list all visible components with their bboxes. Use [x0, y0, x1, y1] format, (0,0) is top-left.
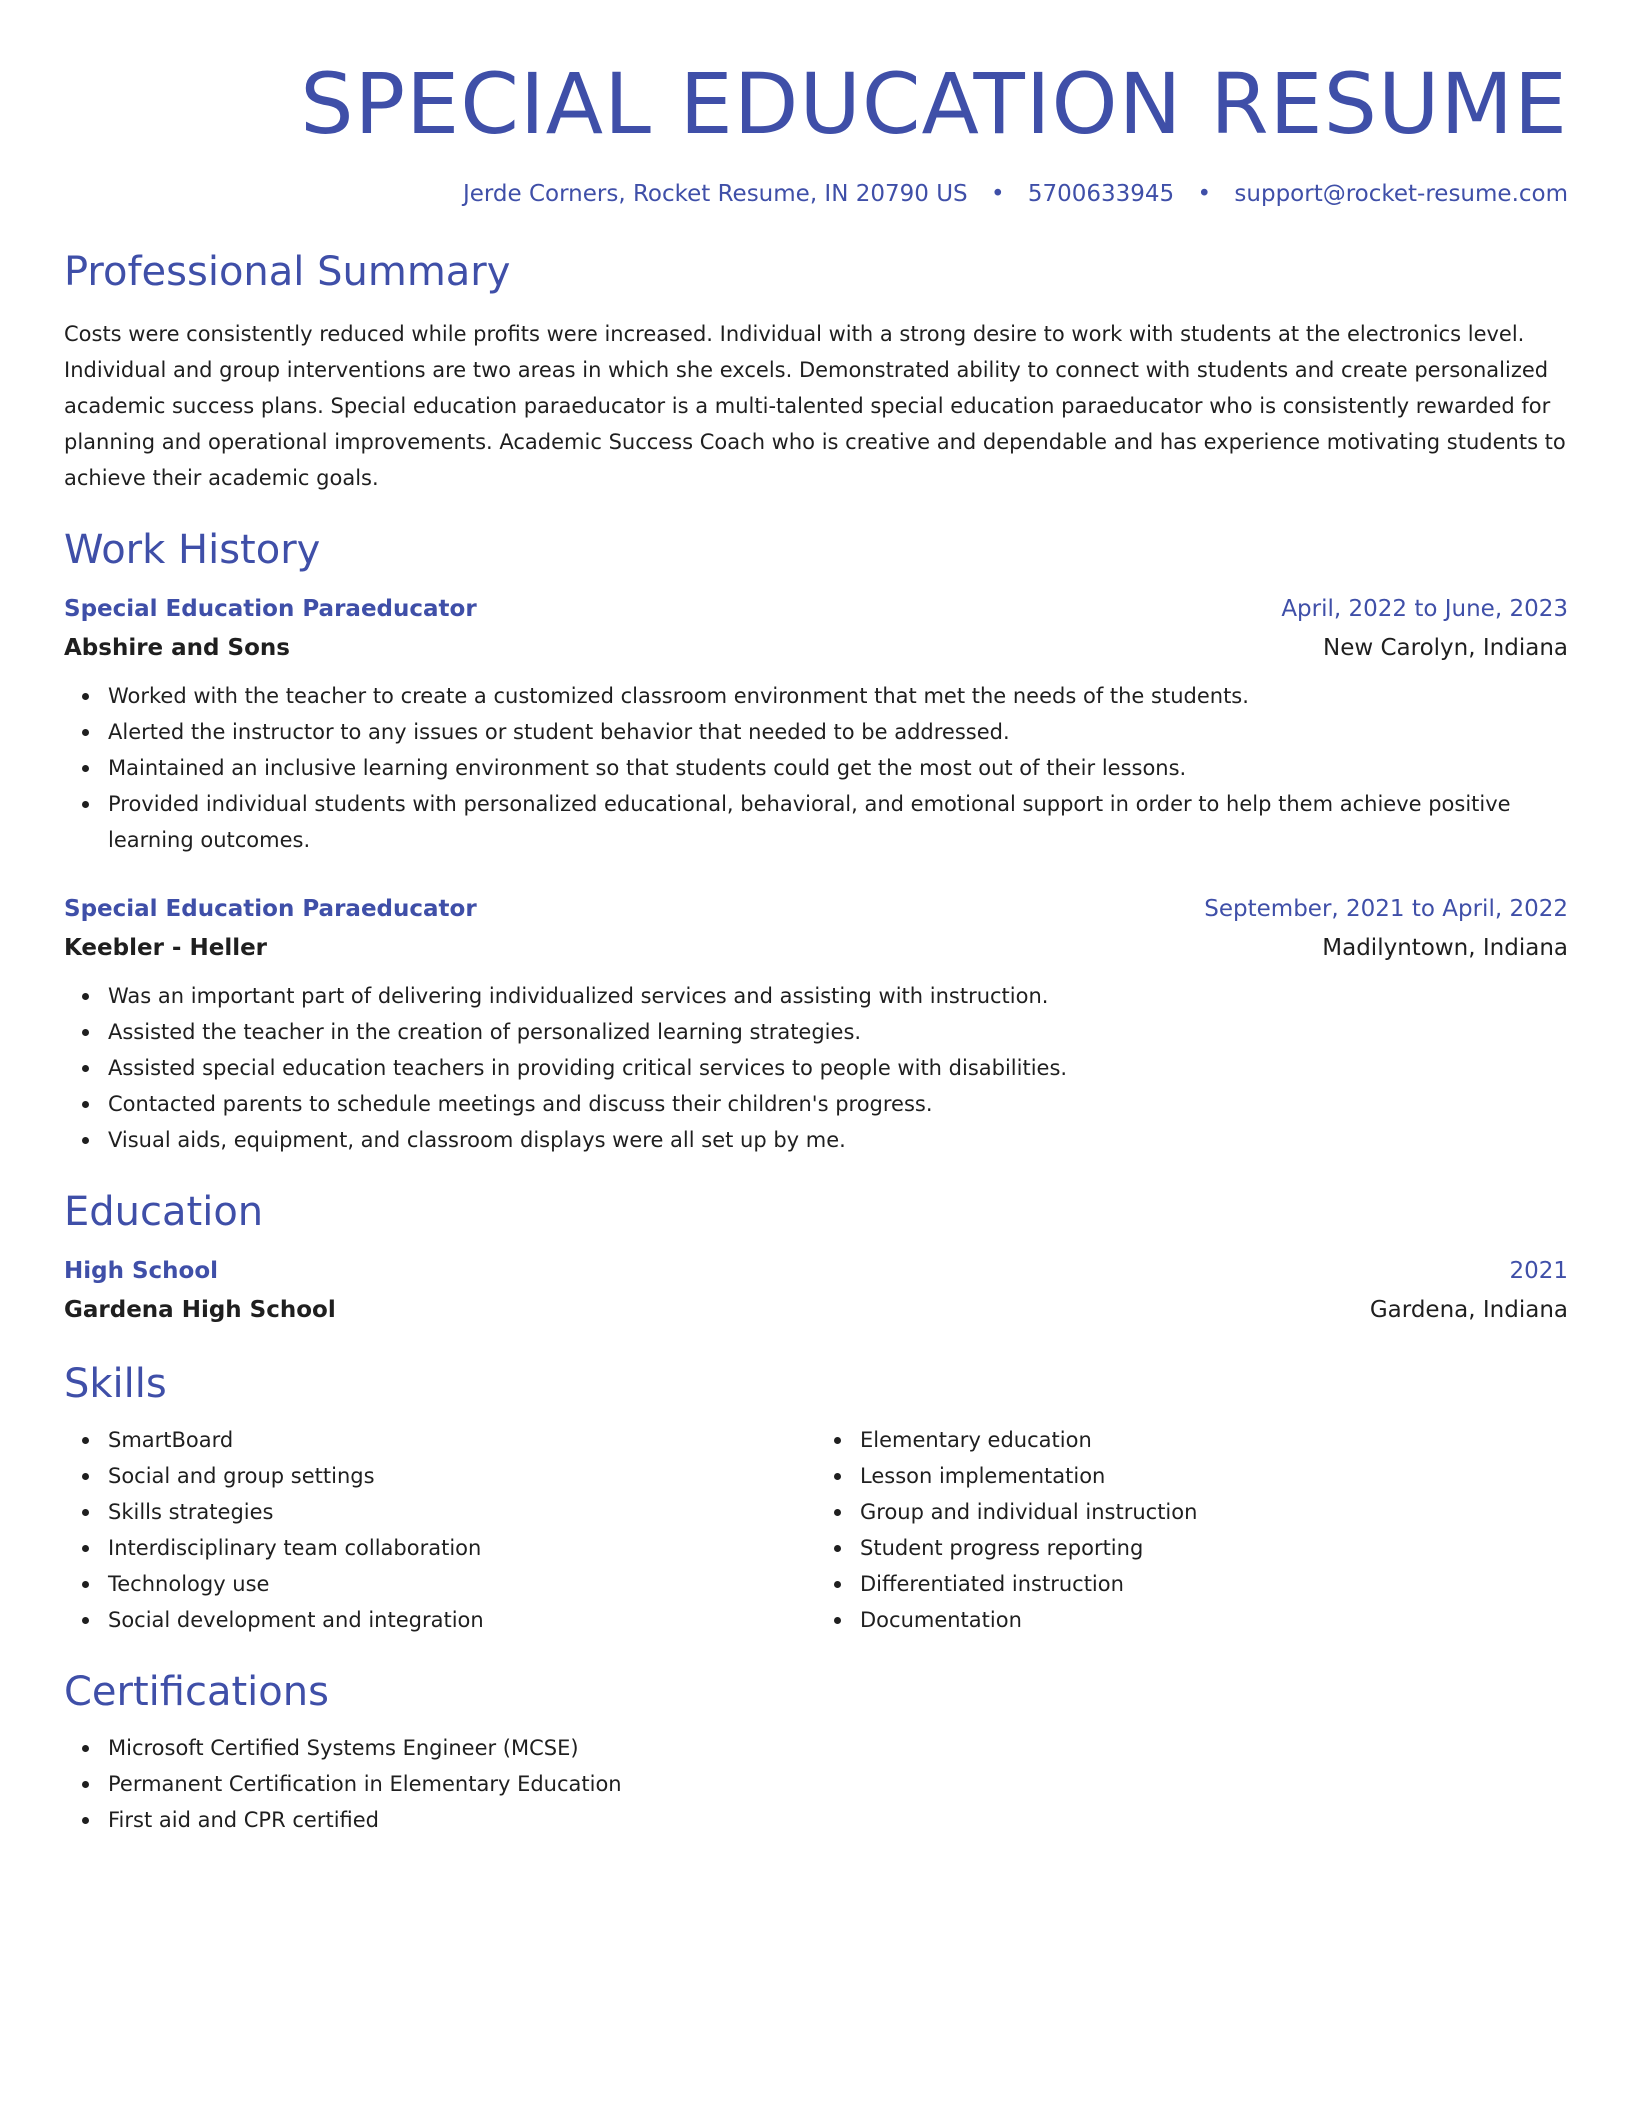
education-entry: [64, 1252, 1568, 1330]
contact-separator: •: [1197, 181, 1212, 207]
job-dates: April, 2022 to June, 2023: [1281, 596, 1568, 622]
list-item: Skills strategies: [108, 1494, 816, 1530]
education-school: Gardena High School: [64, 1297, 336, 1323]
education-header-row: [64, 1252, 1568, 1290]
list-item: Social and group settings: [108, 1458, 816, 1494]
contact-separator: •: [990, 181, 1005, 207]
list-item: First aid and CPR certified: [108, 1802, 1568, 1838]
list-item: Microsoft Certified Systems Engineer (MCSE): [108, 1730, 1568, 1766]
job-bullets: [64, 978, 1568, 1158]
list-item: Alerted the instructor to any issues or student behavior that needed to be addressed.: [108, 714, 1568, 750]
list-item: Differentiated instruction: [860, 1566, 1568, 1602]
list-item: Documentation: [860, 1602, 1568, 1638]
list-item: Provided individual students with personalized educational, behavioral, and emotional support in order to help them achieve positive learning outcomes.: [108, 786, 1568, 858]
job-bullets: [64, 678, 1568, 858]
list-item: Student progress reporting: [860, 1530, 1568, 1566]
job-location: New Carolyn, Indiana: [1323, 635, 1568, 661]
section-heading-education: Education: [64, 1189, 264, 1235]
list-item: Lesson implementation: [860, 1458, 1568, 1494]
skills-section: [64, 1358, 1568, 1638]
section-heading-certifications: Certifications: [64, 1669, 329, 1715]
skills-column-left: [64, 1422, 816, 1638]
summary-section: [64, 246, 1568, 496]
education-year: 2021: [1509, 1258, 1568, 1284]
resume-title: SPECIAL EDUCATION RESUME: [300, 55, 1568, 153]
job-entry: [64, 890, 1568, 1158]
job-company: Abshire and Sons: [64, 635, 290, 661]
summary-text: Costs were consistently reduced while profits were increased. Individual with a strong desire to work with students at the electronics level. Individual and group interventions are two areas in which she excels. Demonstrated ability to connect with students and create personalized academic success plans. Special education paraeducator is a multi-talented special education paraeducator who is consistently rewarded for planning and operational improvements. Academic Success Coach who is creative and dependable and has experience motivating students to achieve their academic goals.: [64, 322, 1566, 490]
job-location: Madilyntown, Indiana: [1322, 935, 1568, 961]
list-item: Social development and integration: [108, 1602, 816, 1638]
contact-address: Jerde Corners, Rocket Resume, IN 20790 US: [462, 181, 968, 207]
education-location: Gardena, Indiana: [1369, 1297, 1568, 1323]
job-dates: September, 2021 to April, 2022: [1204, 896, 1568, 922]
list-item: SmartBoard: [108, 1422, 816, 1458]
job-entry: [64, 590, 1568, 858]
job-title: Special Education Paraeducator: [64, 896, 477, 922]
education-section: [64, 1186, 1568, 1330]
list-item: Permanent Certification in Elementary Education: [108, 1766, 1568, 1802]
section-heading-skills: Skills: [64, 1361, 167, 1407]
section-heading-summary: Professional Summary: [64, 249, 511, 295]
job-company-row: [64, 628, 1568, 668]
job-company-row: [64, 928, 1568, 968]
education-school-row: [64, 1290, 1568, 1330]
contact-phone: 5700633945: [1027, 181, 1175, 207]
section-heading-work: Work History: [64, 527, 321, 573]
list-item: Interdisciplinary team collaboration: [108, 1530, 816, 1566]
list-item: Elementary education: [860, 1422, 1568, 1458]
job-header-row: [64, 890, 1568, 928]
education-degree: High School: [64, 1258, 219, 1284]
job-title: Special Education Paraeducator: [64, 596, 477, 622]
skills-column-right: [816, 1422, 1568, 1638]
certifications-list: [64, 1730, 1568, 1838]
list-item: Maintained an inclusive learning environment so that students could get the most out of their lessons.: [108, 750, 1568, 786]
list-item: Contacted parents to schedule meetings and discuss their children's progress.: [108, 1086, 1568, 1122]
job-company: Keebler - Heller: [64, 935, 268, 961]
list-item: Technology use: [108, 1566, 816, 1602]
contact-email: support@rocket-resume.com: [1234, 181, 1568, 207]
list-item: Assisted the teacher in the creation of personalized learning strategies.: [108, 1014, 1568, 1050]
job-header-row: [64, 590, 1568, 628]
work-section: [64, 524, 1568, 1158]
skills-grid: [64, 1422, 1568, 1638]
contact-line: [64, 178, 1568, 210]
certifications-section: [64, 1666, 1568, 1838]
list-item: Visual aids, equipment, and classroom displays were all set up by me.: [108, 1122, 1568, 1158]
list-item: Assisted special education teachers in providing critical services to people with disabilities.: [108, 1050, 1568, 1086]
list-item: Worked with the teacher to create a customized classroom environment that met the needs of the students.: [108, 678, 1568, 714]
list-item: Group and individual instruction: [860, 1494, 1568, 1530]
list-item: Was an important part of delivering individualized services and assisting with instruction.: [108, 978, 1568, 1014]
